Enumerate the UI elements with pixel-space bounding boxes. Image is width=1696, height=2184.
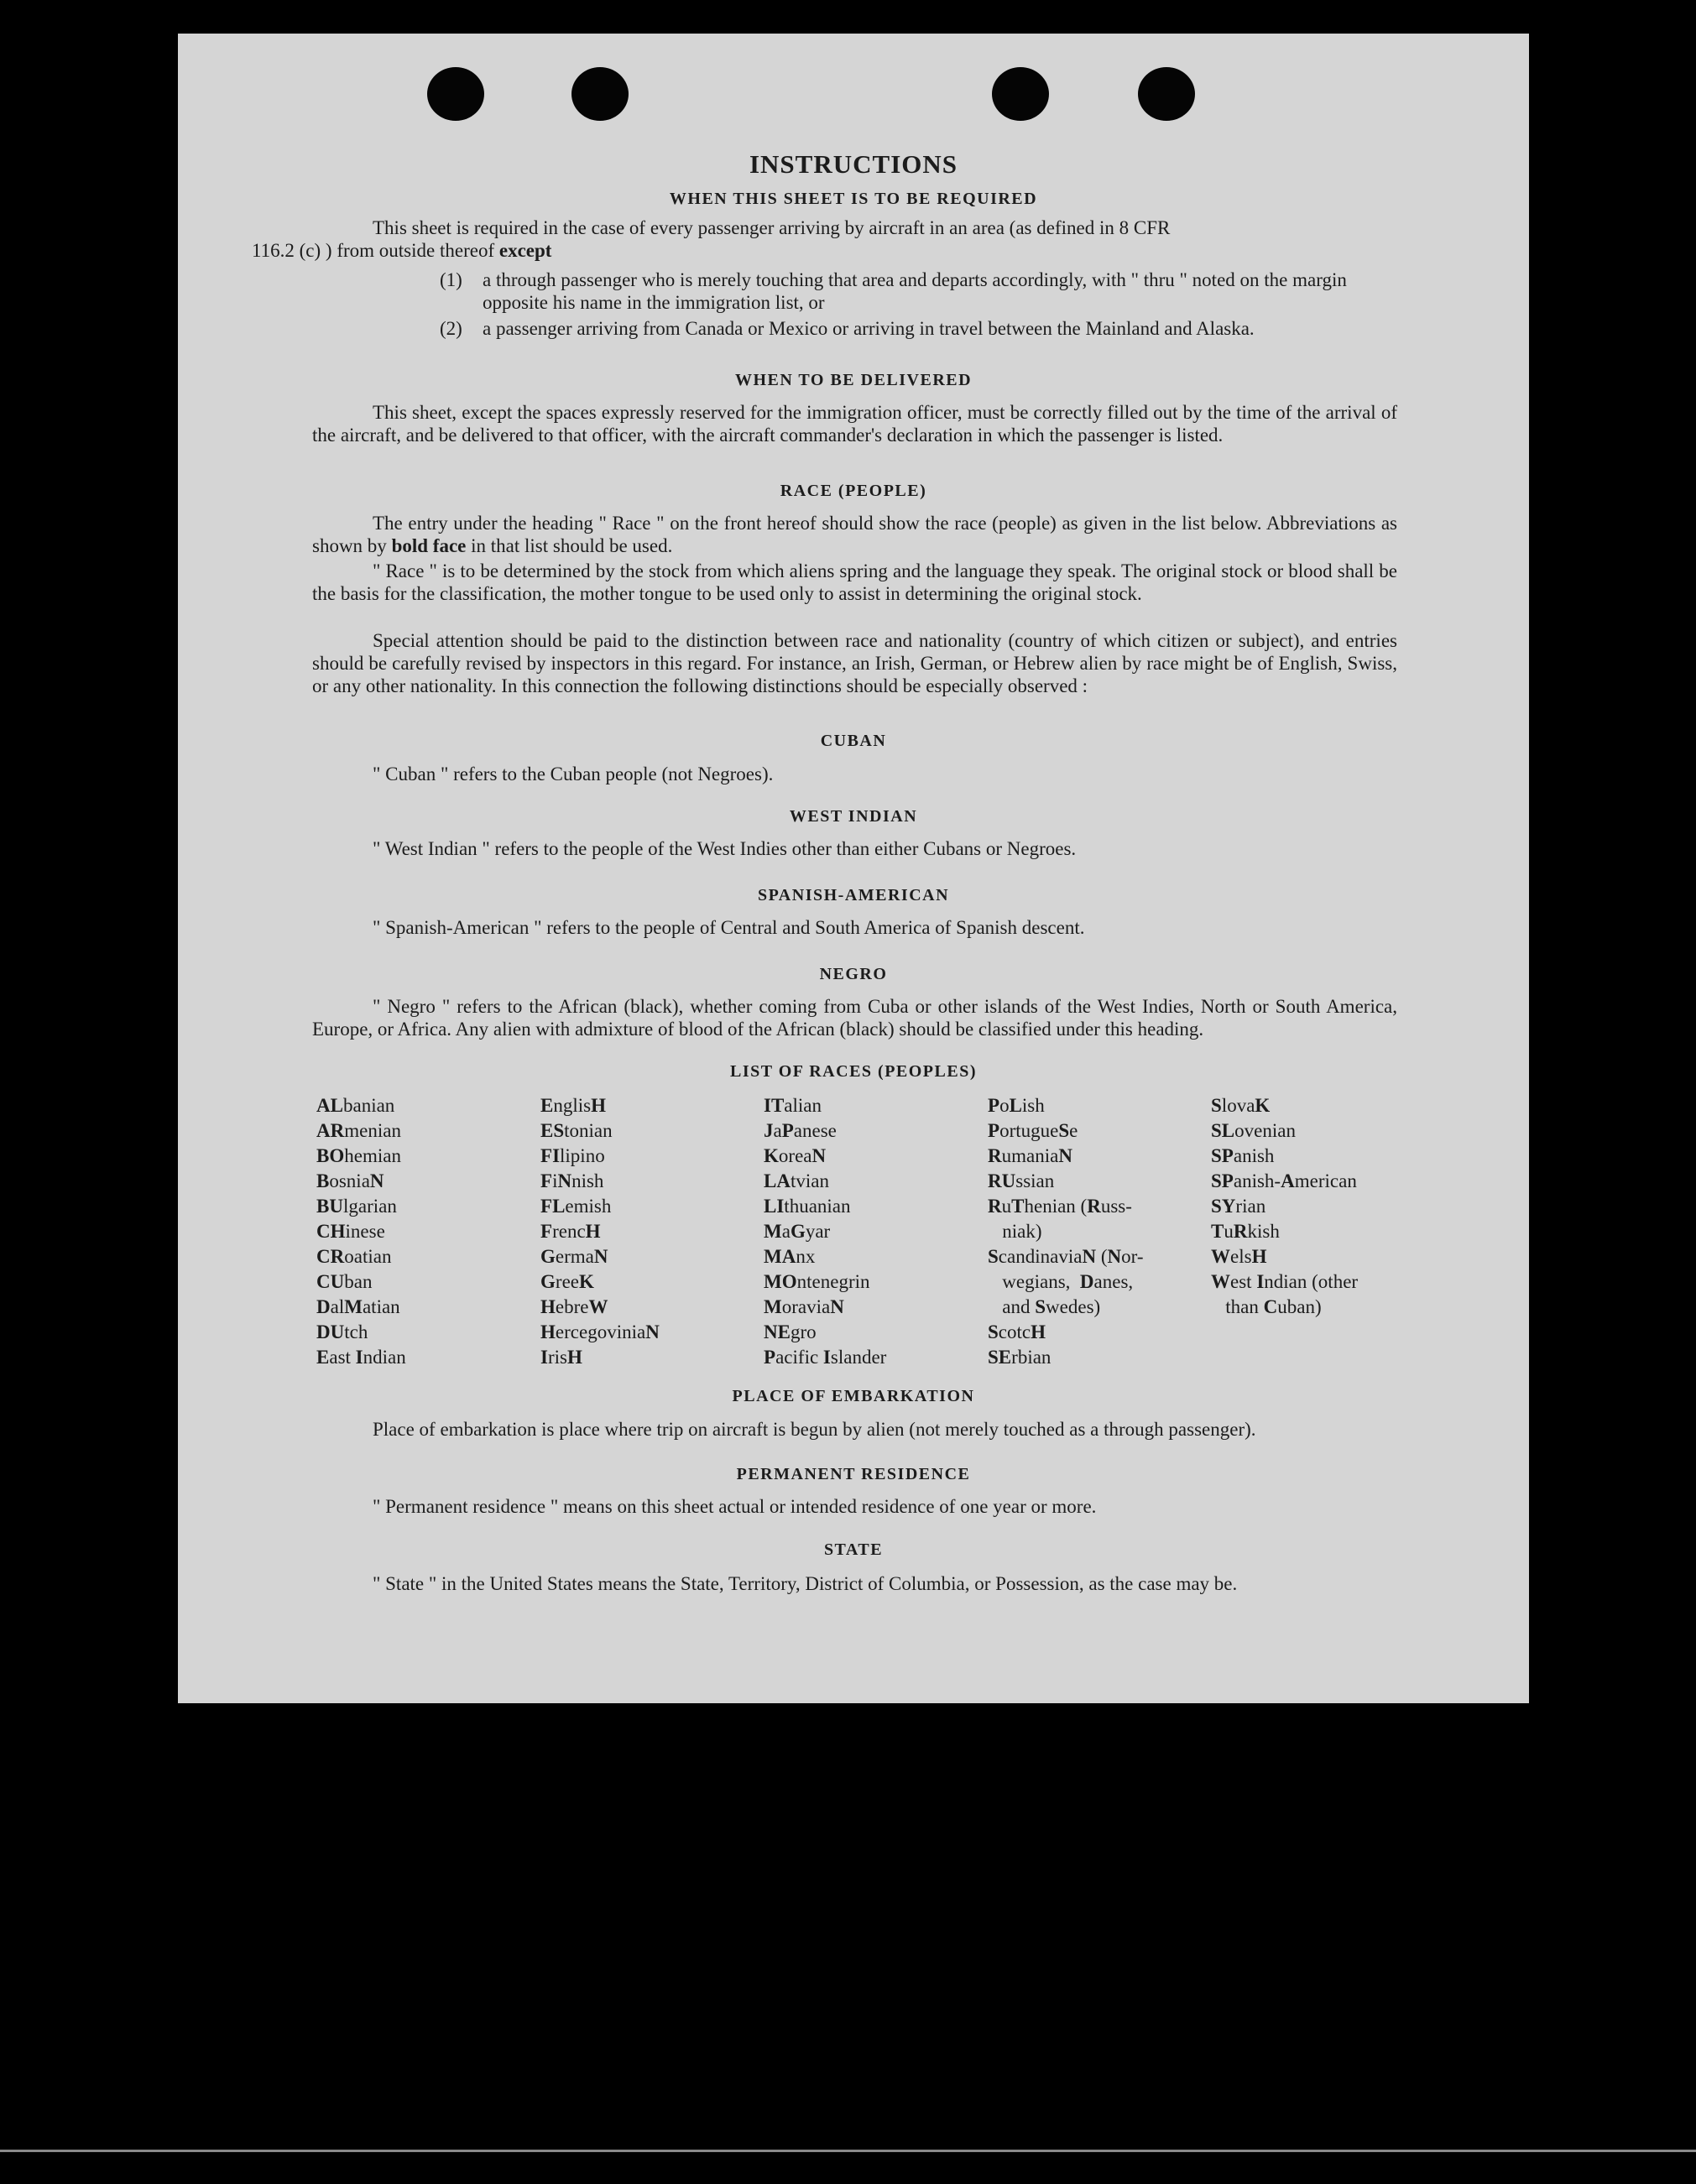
race-item: ITalian — [764, 1095, 822, 1116]
paragraph-state: " State " in the United States means the State, Territory, District of Columbia, or Possession, as the case may be. — [373, 1573, 1238, 1594]
race-item: SlovaK — [1211, 1095, 1271, 1116]
race-item: WelsH — [1211, 1246, 1267, 1267]
list-item-text: a passenger arriving from Canada or Mexico or arriving in travel between the Mainland and Alaska. — [483, 318, 1255, 339]
race-item: FLemish — [540, 1196, 612, 1217]
heading-race: RACE (PEOPLE) — [780, 482, 927, 500]
heading-west-indian: WEST INDIAN — [789, 807, 918, 826]
punch-hole — [571, 67, 629, 121]
race-item: PoLish — [988, 1095, 1045, 1116]
race-item: RuThenian (Russ- — [988, 1196, 1132, 1217]
paragraph-west-indian: " West Indian " refers to the people of the West Indies other than either Cubans or Negroes. — [373, 838, 1077, 859]
race-item: KoreaN — [764, 1145, 827, 1166]
race-item: and Swedes) — [1002, 1296, 1101, 1317]
race-item: IrisH — [540, 1347, 582, 1368]
race-item: FiNnish — [540, 1170, 604, 1191]
paragraph-negro: " Negro " refers to the African (black), whether coming from Cuba or other islands of the West Indies, North or South America, Europe, or Africa. Any alien with admixture of blood of the African (black) should be classified under this heading. — [312, 996, 1397, 1040]
race-item: TuRkish — [1211, 1221, 1280, 1242]
race-text: The entry under the heading " Race " on the front hereof should show the race (people) as given in the list below. Abbreviations as shown by — [312, 513, 1397, 556]
heading-cuban: CUBAN — [820, 732, 887, 750]
race-item: East Indian — [316, 1347, 406, 1368]
race-item: SPanish-American — [1211, 1170, 1357, 1191]
paragraph-when-delivered: This sheet, except the spaces expressly reserved for the immigration officer, must be correctly filled out by the time of the arrival of the aircraft, and be delivered to that officer, with the aircraft commander's declaration in which the passenger is listed. — [312, 402, 1397, 446]
race-item: SLovenian — [1211, 1120, 1296, 1141]
race-item: Pacific Islander — [764, 1347, 887, 1368]
race-item: ScandinaviaN (Nor- — [988, 1246, 1144, 1267]
race-item: SYrian — [1211, 1196, 1266, 1217]
races-column — [540, 1093, 759, 1370]
list-item-text: a through passenger who is merely touching that area and departs accordingly, with " thru " noted on the margin opposite his name in the immigration list, or — [483, 269, 1347, 313]
race-item: SErbian — [988, 1347, 1052, 1368]
race-item: BOhemian — [316, 1145, 401, 1166]
race-item: niak) — [1002, 1221, 1042, 1242]
heading-list-of-races: LIST OF RACES (PEOPLES) — [729, 1062, 977, 1081]
intro-line-1: This sheet is required in the case of every passenger arriving by aircraft in an area (as defined in 8 CFR — [373, 217, 1171, 238]
race-item: FrencH — [540, 1221, 601, 1242]
race-item: MaGyar — [764, 1221, 831, 1242]
list-item-number: (2) — [440, 318, 462, 339]
heading-residence: PERMANENT RESIDENCE — [736, 1465, 971, 1483]
race-item: FIlipino — [540, 1145, 605, 1166]
paragraph-spanish-american: " Spanish-American " refers to the people of Central and South America of Spanish descent. — [373, 917, 1085, 938]
race-item: ScotcH — [988, 1321, 1046, 1342]
race-item: West Indian (other — [1211, 1271, 1359, 1292]
race-item: MAnx — [764, 1246, 816, 1267]
race-item: CHinese — [316, 1221, 385, 1242]
race-item: BosniaN — [316, 1170, 384, 1191]
race-item: RUssian — [988, 1170, 1055, 1191]
heading-embarkation: PLACE OF EMBARKATION — [732, 1387, 975, 1405]
race-item: CRoatian — [316, 1246, 392, 1267]
list-item-number: (1) — [440, 269, 462, 290]
heading-when-required: WHEN THIS SHEET IS TO BE REQUIRED — [669, 190, 1038, 208]
bold-face-word: bold face — [391, 535, 467, 556]
races-column — [1211, 1093, 1429, 1320]
race-item: ALbanian — [316, 1095, 395, 1116]
race-item: DalMatian — [316, 1296, 400, 1317]
races-list — [316, 1093, 1407, 1368]
races-column — [988, 1093, 1206, 1370]
race-item: GermaN — [540, 1246, 608, 1267]
race-item: CUban — [316, 1271, 373, 1292]
race-item: MOntenegrin — [764, 1271, 870, 1292]
race-item: GreeK — [540, 1271, 594, 1292]
punch-hole — [427, 67, 484, 121]
heading-state: STATE — [823, 1540, 884, 1559]
race-item: RumaniaN — [988, 1145, 1072, 1166]
punch-hole — [1138, 67, 1195, 121]
race-item: HebreW — [540, 1296, 608, 1317]
race-item: LAtvian — [764, 1170, 829, 1191]
race-item: wegians, Danes, — [1002, 1271, 1134, 1292]
race-item: ARmenian — [316, 1120, 401, 1141]
paragraph-when-required — [252, 216, 1397, 262]
page-title: INSTRUCTIONS — [749, 149, 958, 179]
scan-edge-line — [0, 2150, 1696, 2152]
instruction-sheet — [178, 34, 1529, 1703]
race-item: PortugueSe — [988, 1120, 1078, 1141]
heading-spanish-american: SPANISH-AMERICAN — [757, 886, 950, 904]
race-item: LIthuanian — [764, 1196, 851, 1217]
heading-when-delivered: WHEN TO BE DELIVERED — [734, 371, 973, 389]
race-item: DUtch — [316, 1321, 368, 1342]
race-item: than Cuban) — [1225, 1296, 1322, 1317]
race-item: EnglisH — [540, 1095, 606, 1116]
punch-hole — [992, 67, 1049, 121]
races-column — [764, 1093, 982, 1370]
except-word: except — [498, 240, 552, 261]
race-item: SPanish — [1211, 1145, 1275, 1166]
heading-negro: NEGRO — [819, 965, 888, 983]
list-item-1 — [440, 268, 1397, 314]
list-item-2 — [440, 317, 1397, 340]
paragraph-cuban: " Cuban " refers to the Cuban people (not Negroes). — [373, 764, 774, 784]
race-item: HercegoviniaN — [540, 1321, 660, 1342]
race-item: BUlgarian — [316, 1196, 397, 1217]
race-item: MoraviaN — [764, 1296, 844, 1317]
race-item: JaPanese — [764, 1120, 837, 1141]
race-text: in that list should be used. — [466, 535, 673, 556]
paragraph-residence: " Permanent residence " means on this sheet actual or intended residence of one year or more. — [373, 1496, 1097, 1517]
paragraph-race-2: " Race " is to be determined by the stock from which aliens spring and the language they speak. The original stock or blood shall be the basis for the classification, the mother tongue to be used only to assist in determining the original stock. — [312, 560, 1397, 604]
paragraph-embarkation: Place of embarkation is place where trip on aircraft is begun by alien (not merely touched as a through passenger). — [373, 1419, 1256, 1440]
paragraph-race-1 — [312, 512, 1397, 557]
race-item: NEgro — [764, 1321, 817, 1342]
race-item: EStonian — [540, 1120, 613, 1141]
intro-line-2: 116.2 (c) ) from outside thereof — [252, 240, 499, 261]
paragraph-race-3: Special attention should be paid to the distinction between race and nationality (country of which citizen or subject), and entries should be carefully revised by inspectors in this regard. For instance, an Irish, German, or Hebrew alien by race might be of English, Swiss, or any other nationality. In this connection the following distinctions should be especially observed : — [312, 630, 1397, 696]
races-column — [316, 1093, 535, 1370]
